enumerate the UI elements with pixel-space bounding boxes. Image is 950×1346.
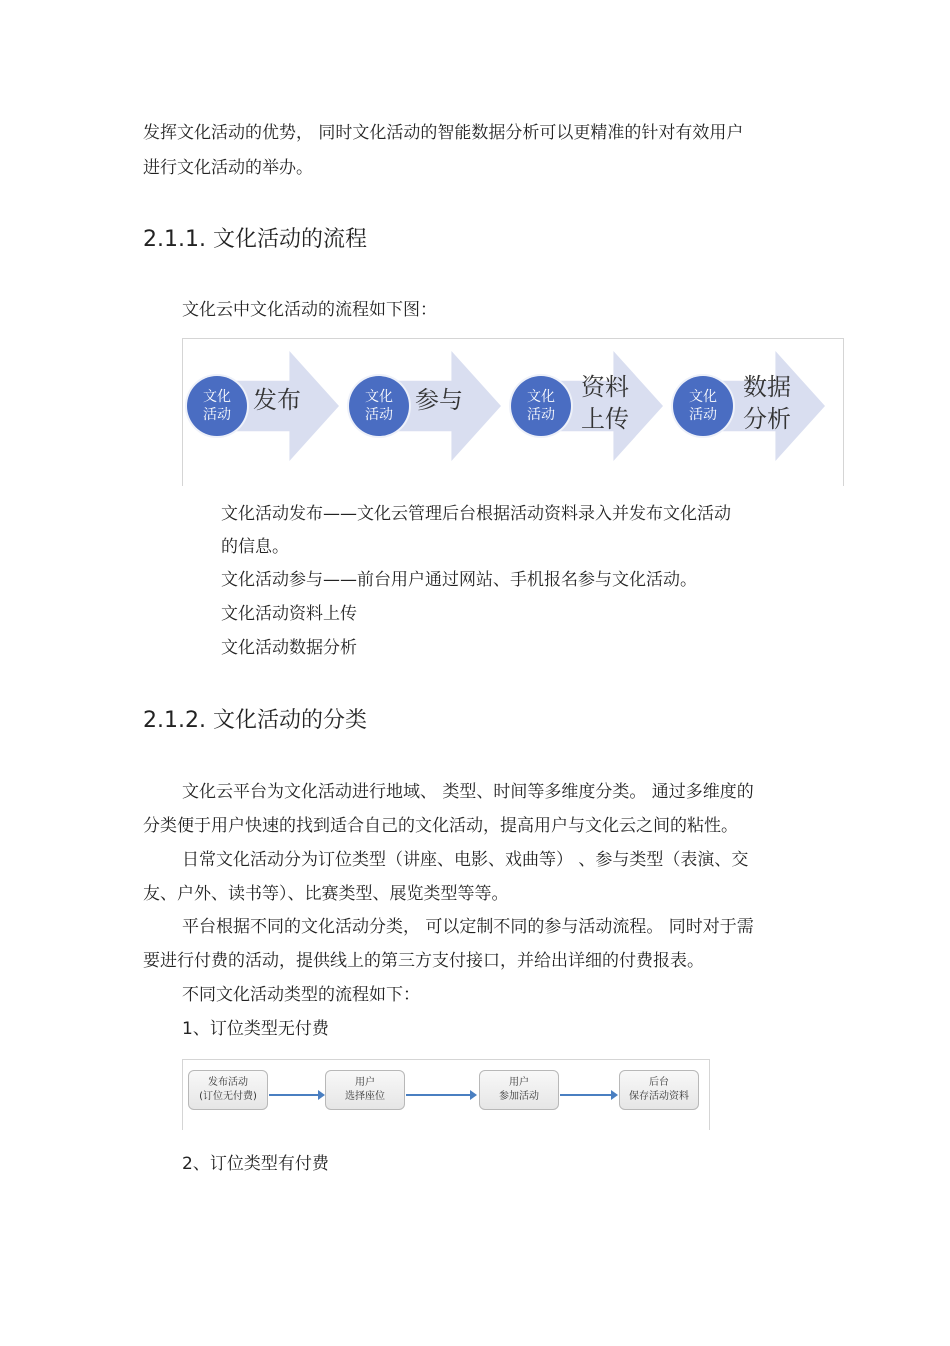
paragraph-line: 分类便于用户快速的找到适合自己的文化活动，提高用户与文化云之间的粘性。 — [143, 816, 738, 836]
flow-box-subtitle: (订位无付费) — [199, 1091, 257, 1102]
flow-step-analysis — [669, 351, 829, 461]
paragraph-line: 友、户外、读书等）、比赛类型、展览类型等等。 — [143, 884, 509, 904]
flow-item-upload: 文化活动资料上传 — [221, 604, 357, 624]
flow-box-title: 后台 — [649, 1077, 669, 1088]
flow-box-title: 发布活动 — [208, 1077, 248, 1088]
flow-box-select-seat — [325, 1070, 405, 1110]
paragraph-line: 要进行付费的活动，提供线上的第三方支付接口，并给出详细的付费报表。 — [143, 951, 704, 971]
flow-item-analysis: 文化活动数据分析 — [221, 638, 357, 658]
step-label: 参与 — [415, 386, 463, 414]
activity-flow-diagram — [182, 338, 844, 486]
flow-box-title: 用户 — [509, 1077, 529, 1088]
step-label: 资料上传 — [581, 373, 629, 433]
paragraph-line: 不同文化活动类型的流程如下： — [182, 985, 420, 1005]
flow-item-participate: 文化活动参与——前台用户通过网站、手机报名参与文化活动。 — [221, 570, 697, 590]
flow-arrow — [560, 1094, 616, 1096]
flow-box-subtitle: 参加活动 — [499, 1091, 539, 1102]
step-circle: 文化活动 — [349, 376, 409, 436]
flow-item-publish: 文化活动发布——文化云管理后台根据活动资料录入并发布文化活动 — [221, 504, 731, 524]
intro-line-1: 发挥文化活动的优势， 同时文化活动的智能数据分析可以更精准的针对有效用户 — [143, 123, 744, 143]
flow-step-participate — [345, 351, 505, 461]
type1-label: 1、订位类型无付费 — [182, 1019, 329, 1039]
step-circle: 文化活动 — [187, 376, 247, 436]
flow-box-subtitle: 保存活动资料 — [629, 1091, 689, 1102]
section-heading-process: 2.1.1. 文化活动的流程 — [143, 227, 367, 252]
flow-box-save — [619, 1070, 699, 1110]
type2-label: 2、订位类型有付费 — [182, 1154, 329, 1174]
flow-arrow — [406, 1094, 475, 1096]
flow-box-title: 用户 — [355, 1077, 375, 1088]
flow-box-subtitle: 选择座位 — [345, 1091, 385, 1102]
flow-item-publish-cont: 的信息。 — [221, 537, 289, 557]
section-lead: 文化云中文化活动的流程如下图： — [182, 300, 437, 320]
paragraph-line: 平台根据不同的文化活动分类， 可以定制不同的参与活动流程。 同时对于需 — [182, 917, 754, 937]
paragraph-line: 文化云平台为文化活动进行地域、 类型、时间等多维度分类。 通过多维度的 — [182, 782, 754, 802]
intro-line-2: 进行文化活动的举办。 — [143, 158, 313, 178]
step-label: 发布 — [253, 386, 301, 414]
flow-step-publish — [183, 351, 343, 461]
flow-arrow — [269, 1094, 323, 1096]
flow-box-publish — [188, 1070, 268, 1110]
step-label: 数据分析 — [743, 373, 791, 433]
flow-box-join — [479, 1070, 559, 1110]
flow-step-upload — [507, 351, 667, 461]
type1-flow-diagram — [182, 1059, 710, 1130]
paragraph-line: 日常文化活动分为订位类型（讲座、电影、戏曲等） 、参与类型（表演、交 — [182, 850, 749, 870]
step-circle: 文化活动 — [673, 376, 733, 436]
step-circle: 文化活动 — [511, 376, 571, 436]
section-heading-categories: 2.1.2. 文化活动的分类 — [143, 708, 367, 733]
